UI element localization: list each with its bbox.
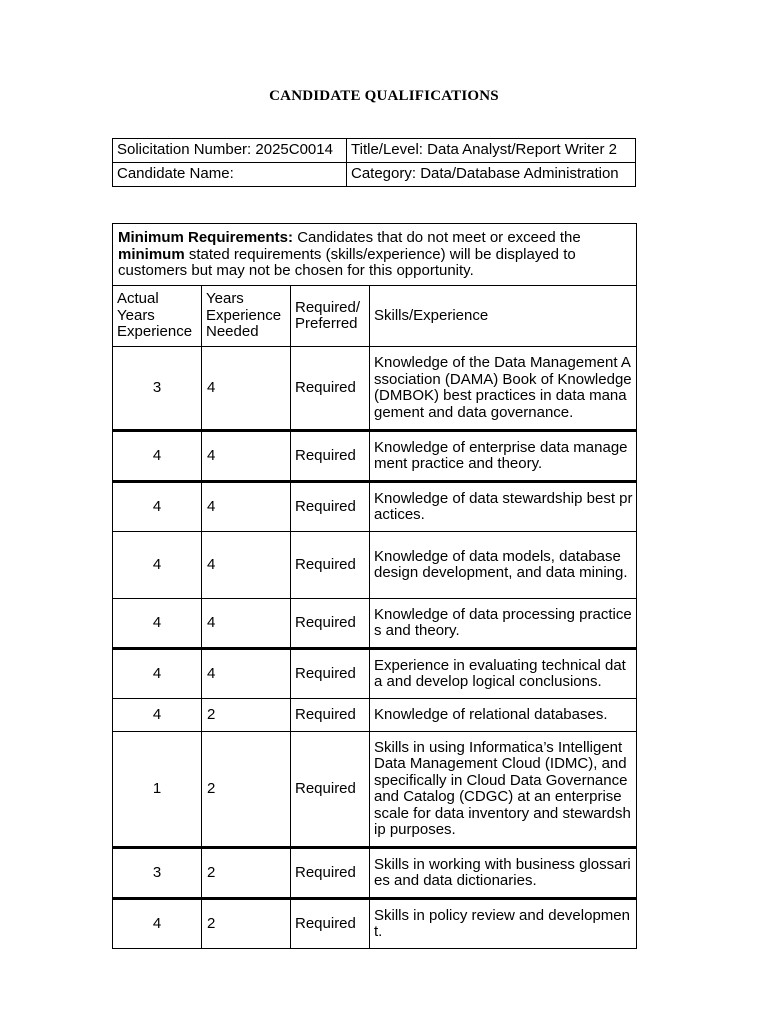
header-skills: Skills/Experience: [370, 286, 637, 347]
required-cell: Required: [291, 848, 370, 899]
skill-cell: Knowledge of relational databases.: [370, 699, 637, 732]
skill-cell: Knowledge of enterprise data management practice and theory.: [370, 431, 637, 482]
table-row: [113, 482, 637, 532]
skill-cell: Knowledge of data processing practices and theory.: [370, 599, 637, 649]
table-row: [113, 848, 637, 899]
required-cell: Required: [291, 599, 370, 649]
solicitation-info-table: [112, 138, 636, 187]
skill-cell: Knowledge of data stewardship best practices.: [370, 482, 637, 532]
years-needed-cell: 2: [202, 899, 291, 949]
table-row: [113, 899, 637, 949]
requirements-table: [112, 223, 637, 949]
table-row: [113, 532, 637, 599]
header-actual-years: Actual Years Experience: [113, 286, 202, 347]
required-cell: Required: [291, 899, 370, 949]
info-row: [113, 163, 636, 187]
requirements-rows: [113, 347, 637, 949]
info-row: [113, 139, 636, 163]
actual-years-cell: 4: [113, 532, 202, 599]
category: Category: Data/Database Administration: [347, 163, 636, 187]
years-needed-cell: 4: [202, 482, 291, 532]
skill-cell: Skills in using Informatica’s Intelligent Data Management Cloud (IDMC), and specifically in Cloud Data Governance and Catalog (CDGC) at an enterprise scale for data inventory and stewardship purposes.: [370, 732, 637, 848]
actual-years-cell: 4: [113, 899, 202, 949]
table-row: [113, 431, 637, 482]
years-needed-cell: 4: [202, 431, 291, 482]
years-needed-cell: 4: [202, 347, 291, 431]
skill-cell: Skills in policy review and development.: [370, 899, 637, 949]
actual-years-cell: 4: [113, 599, 202, 649]
skill-cell: Skills in working with business glossaries and data dictionaries.: [370, 848, 637, 899]
intro-text: Candidates that do not meet or exceed the: [293, 229, 581, 247]
actual-years-cell: 4: [113, 431, 202, 482]
actual-years-cell: 1: [113, 732, 202, 848]
required-cell: Required: [291, 699, 370, 732]
required-cell: Required: [291, 532, 370, 599]
requirements-intro: [113, 224, 637, 286]
years-needed-cell: 4: [202, 532, 291, 599]
table-row: [113, 699, 637, 732]
table-row: [113, 649, 637, 699]
required-cell: Required: [291, 347, 370, 431]
required-cell: Required: [291, 431, 370, 482]
requirements-intro-row: [113, 224, 637, 286]
skill-cell: Knowledge of the Data Management Association (DAMA) Book of Knowledge (DMBOK) best practices in data management and data governance.: [370, 347, 637, 431]
header-years-needed: Years Experience Needed: [202, 286, 291, 347]
candidate-name: Candidate Name:: [113, 163, 347, 187]
solicitation-number: Solicitation Number: 2025C0014: [113, 139, 347, 163]
intro-label: Minimum Requirements:: [118, 229, 294, 247]
intro-minimum: minimum: [118, 245, 185, 263]
table-row: [113, 347, 637, 431]
table-row: [113, 732, 637, 848]
required-cell: Required: [291, 732, 370, 848]
document-title: CANDIDATE QUALIFICATIONS: [269, 88, 499, 104]
skill-cell: Experience in evaluating technical data and develop logical conclusions.: [370, 649, 637, 699]
required-cell: Required: [291, 649, 370, 699]
actual-years-cell: 3: [113, 848, 202, 899]
actual-years-cell: 3: [113, 347, 202, 431]
title-level: Title/Level: Data Analyst/Report Writer 2: [347, 139, 636, 163]
years-needed-cell: 2: [202, 848, 291, 899]
required-cell: Required: [291, 482, 370, 532]
actual-years-cell: 4: [113, 482, 202, 532]
header-row: [113, 286, 637, 347]
years-needed-cell: 4: [202, 649, 291, 699]
actual-years-cell: 4: [113, 649, 202, 699]
actual-years-cell: 4: [113, 699, 202, 732]
years-needed-cell: 2: [202, 732, 291, 848]
table-row: [113, 599, 637, 649]
years-needed-cell: 2: [202, 699, 291, 732]
intro-text-end: stated requirements (skills/experience) will be displayed to customers but may not be chosen for this opportunity.: [118, 245, 576, 280]
years-needed-cell: 4: [202, 599, 291, 649]
skill-cell: Knowledge of data models, database design development, and data mining.: [370, 532, 637, 599]
header-required-preferred: Required/ Preferred: [291, 286, 370, 347]
